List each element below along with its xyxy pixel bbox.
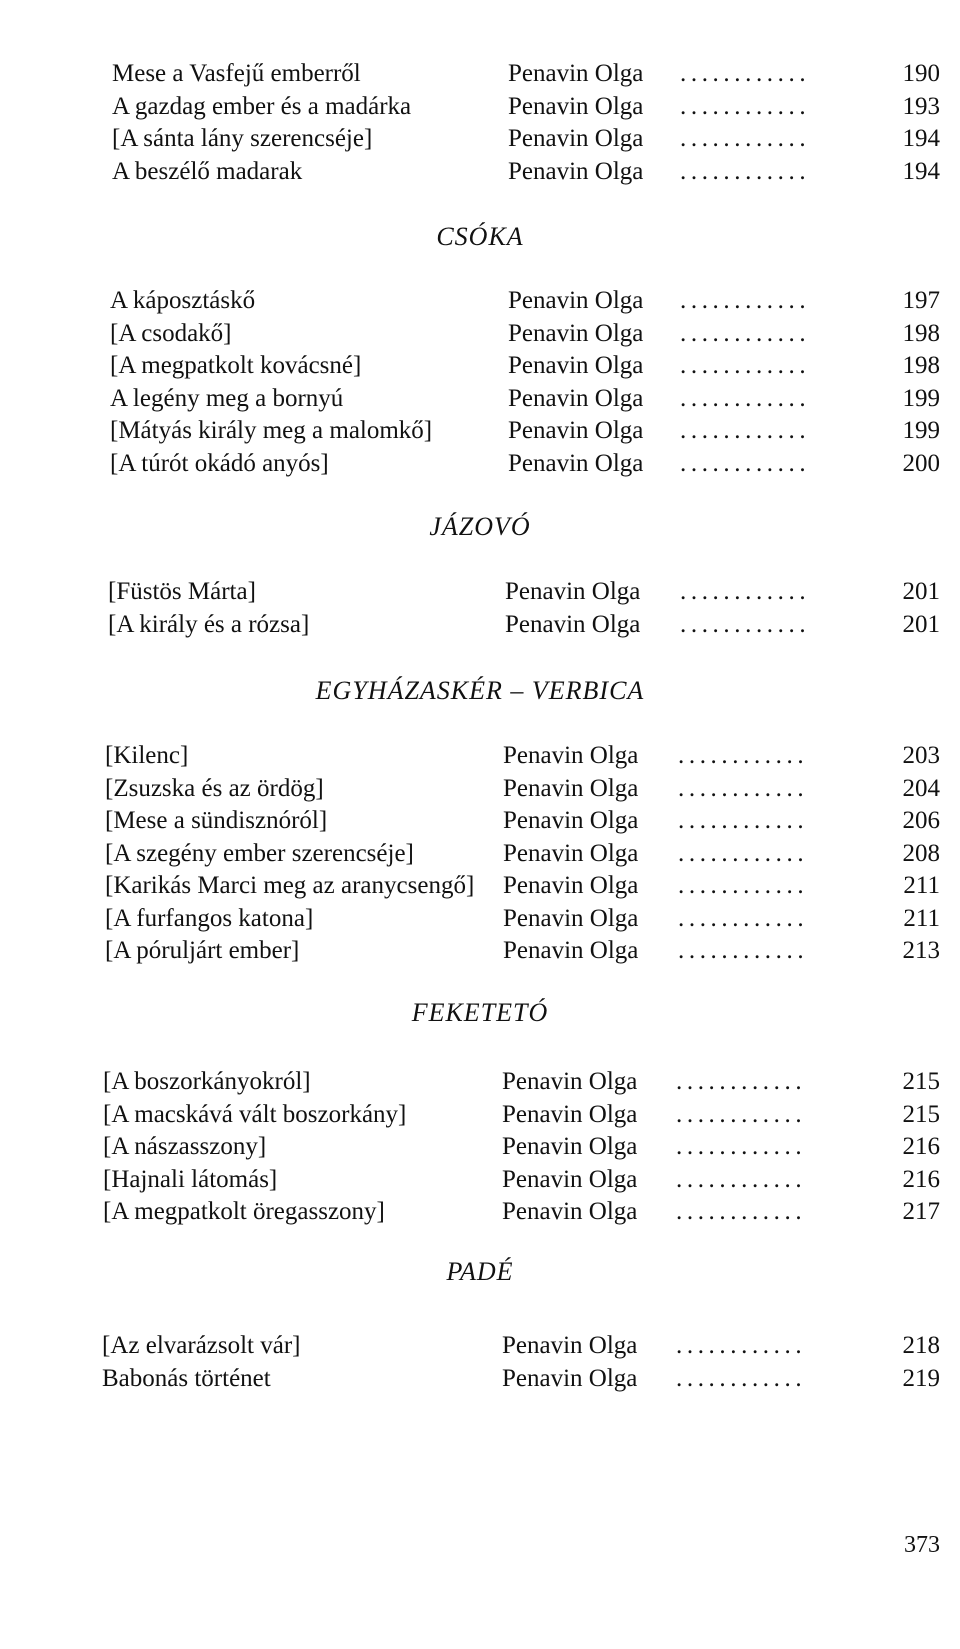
entry-page: 194 — [902, 125, 940, 152]
leader-dots: ............ — [676, 1068, 807, 1095]
entry-page: 211 — [903, 904, 940, 932]
toc-section — [0, 58, 960, 188]
leader-dots: ............ — [680, 449, 811, 477]
entry-page: 203 — [902, 742, 940, 769]
entry-title: [A sánta lány szerencséje] — [112, 125, 373, 152]
leader-dots: ............ — [678, 807, 809, 834]
entry-title: A legény meg a bornyú — [110, 384, 344, 412]
entry-title: [A boszorkányokról] — [103, 1068, 311, 1095]
toc-entry — [0, 1066, 960, 1099]
leader-dots: ............ — [680, 352, 811, 379]
entry-title: [Mátyás király meg a malomkő] — [110, 417, 433, 444]
entry-author: Penavin Olga — [502, 1198, 638, 1225]
leader-dots: ............ — [676, 1198, 807, 1225]
toc-entry — [0, 838, 960, 871]
entry-title: [A szegény ember szerencséje] — [105, 839, 414, 867]
entry-page: 219 — [902, 1364, 940, 1392]
toc-section — [0, 1330, 960, 1395]
leader-dots: ............ — [680, 125, 811, 152]
leader-dots: ............ — [678, 774, 809, 802]
leader-dots: ............ — [680, 578, 811, 605]
toc-entry — [0, 285, 960, 318]
toc-entry — [0, 773, 960, 806]
leader-dots: ............ — [678, 742, 809, 769]
entry-title: A káposztáskő — [110, 287, 256, 314]
entry-title: [Az elvarázsolt vár] — [102, 1332, 301, 1359]
entry-title: [Kilenc] — [105, 742, 189, 769]
entry-page: 213 — [902, 937, 940, 964]
leader-dots: ............ — [676, 1364, 807, 1392]
toc-entry — [0, 740, 960, 773]
entry-page: 198 — [902, 352, 940, 379]
entry-author: Penavin Olga — [508, 287, 644, 314]
toc-entry — [0, 1164, 960, 1197]
entry-author: Penavin Olga — [502, 1332, 638, 1359]
toc-entry — [0, 1330, 960, 1363]
toc-entry — [0, 448, 960, 481]
entry-title: [A megpatkolt kovácsné] — [110, 352, 362, 379]
entry-page: 198 — [902, 319, 940, 347]
leader-dots: ............ — [676, 1133, 807, 1160]
entry-page: 206 — [902, 807, 940, 834]
entry-author: Penavin Olga — [503, 904, 639, 932]
entry-title: A beszélő madarak — [112, 157, 303, 185]
entry-title: [Zsuzska és az ördög] — [105, 774, 324, 802]
entry-title: [A macskává vált boszorkány] — [103, 1100, 407, 1128]
entry-author: Penavin Olga — [508, 352, 644, 379]
leader-dots: ............ — [678, 872, 809, 899]
entry-author: Penavin Olga — [502, 1364, 638, 1392]
entry-page: 197 — [902, 287, 940, 314]
entry-page: 201 — [902, 610, 940, 638]
entry-author: Penavin Olga — [508, 125, 644, 152]
leader-dots: ............ — [676, 1165, 807, 1193]
section-heading: CSÓKA — [436, 222, 524, 251]
leader-dots: ............ — [680, 384, 811, 412]
entry-author: Penavin Olga — [503, 872, 639, 899]
entry-author: Penavin Olga — [502, 1100, 638, 1128]
entry-author: Penavin Olga — [508, 157, 644, 185]
entry-title: [Füstös Márta] — [108, 578, 256, 605]
leader-dots: ............ — [678, 904, 809, 932]
toc-entry — [0, 576, 960, 609]
entry-page: 208 — [902, 839, 940, 867]
leader-dots: ............ — [680, 610, 811, 638]
toc-entry — [0, 156, 960, 189]
entry-author: Penavin Olga — [503, 742, 639, 769]
toc-entry — [0, 903, 960, 936]
toc-entry — [0, 1099, 960, 1132]
entry-title: Mese a Vasfejű emberről — [112, 60, 361, 87]
entry-page: 216 — [902, 1133, 940, 1160]
entry-title: [A póruljárt ember] — [105, 937, 300, 964]
entry-page: 193 — [902, 92, 940, 120]
toc-entry — [0, 609, 960, 642]
entry-title: [Hajnali látomás] — [103, 1165, 278, 1193]
toc-entry — [0, 415, 960, 448]
toc-entry — [0, 1363, 960, 1396]
entry-author: Penavin Olga — [503, 807, 639, 834]
entry-author: Penavin Olga — [508, 60, 644, 87]
entry-page: 204 — [902, 774, 940, 802]
entry-title: [A nászasszony] — [103, 1133, 267, 1160]
toc-entry — [0, 383, 960, 416]
toc-section — [0, 285, 960, 480]
entry-title: [A csodakő] — [110, 319, 232, 347]
entry-author: Penavin Olga — [508, 449, 644, 477]
leader-dots: ............ — [676, 1100, 807, 1128]
entry-author: Penavin Olga — [508, 319, 644, 347]
entry-page: 217 — [902, 1198, 940, 1225]
entry-title: [A megpatkolt öregasszony] — [103, 1198, 385, 1225]
leader-dots: ............ — [678, 839, 809, 867]
leader-dots: ............ — [680, 60, 811, 87]
entry-author: Penavin Olga — [508, 417, 644, 444]
leader-dots: ............ — [678, 937, 809, 964]
entry-title: [A túrót okádó anyós] — [110, 449, 329, 477]
entry-author: Penavin Olga — [508, 384, 644, 412]
toc-entry — [0, 123, 960, 156]
entry-page: 194 — [902, 157, 940, 185]
entry-title: A gazdag ember és a madárka — [112, 92, 412, 120]
entry-author: Penavin Olga — [503, 774, 639, 802]
entry-author: Penavin Olga — [503, 937, 639, 964]
section-heading: PADÉ — [446, 1257, 514, 1286]
entry-title: [Mese a sündisznóról] — [105, 807, 328, 834]
entry-title: Babonás történet — [102, 1364, 271, 1392]
entry-page: 199 — [902, 384, 940, 412]
section-heading: FEKETETÓ — [411, 998, 549, 1027]
toc-entry — [0, 1131, 960, 1164]
entry-page: 200 — [902, 449, 940, 477]
toc-entry — [0, 58, 960, 91]
toc-entry — [0, 350, 960, 383]
toc-section — [0, 740, 960, 968]
entry-page: 201 — [902, 578, 940, 605]
section-heading: EGYHÁZASKÉR – VERBICA — [315, 676, 645, 705]
leader-dots: ............ — [680, 287, 811, 314]
toc-entry — [0, 805, 960, 838]
entry-author: Penavin Olga — [502, 1165, 638, 1193]
entry-title: [A furfangos katona] — [105, 904, 314, 932]
toc-entry — [0, 318, 960, 351]
entry-title: [A király és a rózsa] — [108, 610, 310, 638]
entry-author: Penavin Olga — [503, 839, 639, 867]
section-heading: JÁZOVÓ — [429, 512, 531, 541]
toc-section — [0, 576, 960, 641]
toc-entry — [0, 935, 960, 968]
entry-page: 215 — [902, 1068, 940, 1095]
entry-author: Penavin Olga — [505, 610, 641, 638]
entry-author: Penavin Olga — [505, 578, 641, 605]
toc-entry — [0, 91, 960, 124]
leader-dots: ............ — [680, 319, 811, 347]
entry-page: 215 — [902, 1100, 940, 1128]
leader-dots: ............ — [680, 92, 811, 120]
entry-page: 199 — [902, 417, 940, 444]
entry-page: 216 — [902, 1165, 940, 1193]
entry-page: 211 — [903, 872, 940, 899]
toc-entry — [0, 1196, 960, 1229]
entry-page: 218 — [902, 1332, 940, 1359]
leader-dots: ............ — [680, 417, 811, 444]
toc-section — [0, 1066, 960, 1229]
entry-author: Penavin Olga — [502, 1068, 638, 1095]
entry-author: Penavin Olga — [508, 92, 644, 120]
toc-entry — [0, 870, 960, 903]
page-number: 373 — [904, 1532, 940, 1558]
leader-dots: ............ — [676, 1332, 807, 1359]
leader-dots: ............ — [680, 157, 811, 185]
entry-title: [Karikás Marci meg az aranycsengő] — [105, 872, 475, 899]
entry-author: Penavin Olga — [502, 1133, 638, 1160]
entry-page: 190 — [902, 60, 940, 87]
